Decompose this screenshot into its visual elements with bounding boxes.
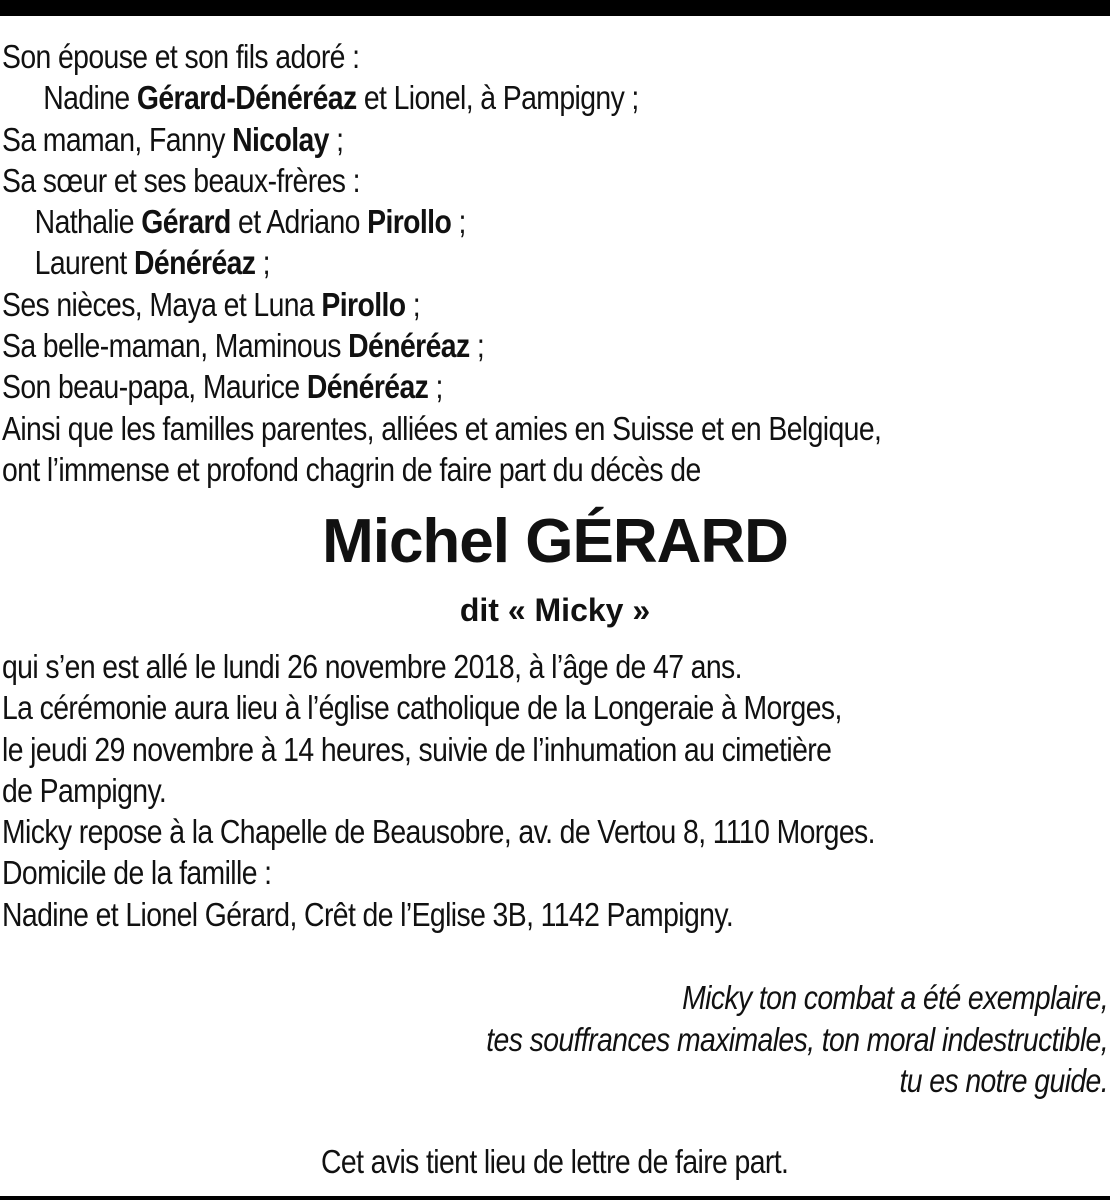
details-line: qui s’en est allé le lundi 26 novembre 2018, à l’âge de 47 ans.: [2, 648, 742, 685]
family-section: [2, 36, 1108, 490]
family-line-9: [2, 366, 953, 407]
text: ;: [328, 120, 344, 158]
family-line-1: Son épouse et son fils adoré :: [2, 38, 360, 75]
bottom-rule: [0, 1196, 1110, 1200]
family-line-6: [2, 242, 953, 283]
details-line: le jeudi 29 novembre à 14 heures, suivie de l’inhumation au cimetière: [2, 730, 832, 768]
text: Sa belle-maman, Maminous: [2, 327, 349, 365]
quote-line: tes souffrances maximales, ton moral indestructible,: [486, 1020, 1108, 1058]
text: ;: [469, 327, 485, 365]
quote-line: Micky ton combat a été exemplaire,: [682, 979, 1108, 1016]
text: et Lionel, à Pampigny ;: [356, 79, 639, 117]
surname: Dénéréaz: [134, 244, 256, 282]
top-rule: [0, 0, 1110, 16]
surname: Gérard-Dénéréaz: [136, 79, 357, 117]
details-line: Nadine et Lionel Gérard, Crêt de l’Eglise 3B, 1142 Pampigny.: [2, 895, 734, 933]
details-line: La cérémonie aura lieu à l’église catholique de la Longeraie à Morges,: [2, 689, 842, 727]
text: Nadine: [43, 79, 137, 117]
surname: Dénéréaz: [306, 368, 429, 406]
text: ;: [428, 368, 443, 406]
family-line-8: [2, 325, 953, 366]
quote-line: tu es notre guide.: [899, 1062, 1108, 1099]
surname: Pirollo: [321, 285, 406, 323]
text: ;: [405, 285, 421, 323]
deceased-nickname: dit « Micky »: [459, 592, 651, 628]
footer-note: [0, 1141, 1110, 1182]
family-line-3: [2, 119, 953, 160]
footer-text: Cet avis tient lieu de lettre de faire part.: [321, 1143, 789, 1180]
surname: Gérard: [141, 203, 231, 241]
surname: Dénéréaz: [348, 327, 470, 365]
family-line-2: [2, 77, 953, 118]
details-line: Micky repose à la Chapelle de Beausobre, av. de Vertou 8, 1110 Morges.: [2, 813, 875, 851]
text: Ses nièces, Maya et Luna: [2, 285, 322, 323]
family-line-4: Sa sœur et ses beaux-frères :: [2, 161, 360, 199]
text: Laurent: [34, 244, 135, 282]
text: Son beau-papa, Maurice: [2, 368, 307, 406]
details-line: de Pampigny.: [2, 771, 167, 809]
family-line-5: [2, 201, 953, 242]
text: et Adriano: [230, 203, 368, 241]
family-line-7: [2, 284, 953, 325]
details-section: [2, 646, 1108, 935]
surname: Pirollo: [367, 203, 452, 241]
deceased-name: Michel GÉRARD: [322, 507, 788, 576]
details-line: Domicile de la famille :: [2, 854, 272, 892]
tribute-quote: [208, 977, 1108, 1102]
text: Nathalie: [34, 203, 142, 241]
family-line-10: Ainsi que les familles parentes, alliées et amies en Suisse et en Belgique,: [2, 409, 882, 447]
text: ;: [255, 244, 270, 282]
family-line-11: ont l’immense et profond chagrin de faire part du décès de: [2, 450, 701, 488]
text: ;: [451, 203, 466, 241]
surname: Nicolay: [232, 120, 329, 158]
text: Sa maman, Fanny: [2, 120, 233, 158]
